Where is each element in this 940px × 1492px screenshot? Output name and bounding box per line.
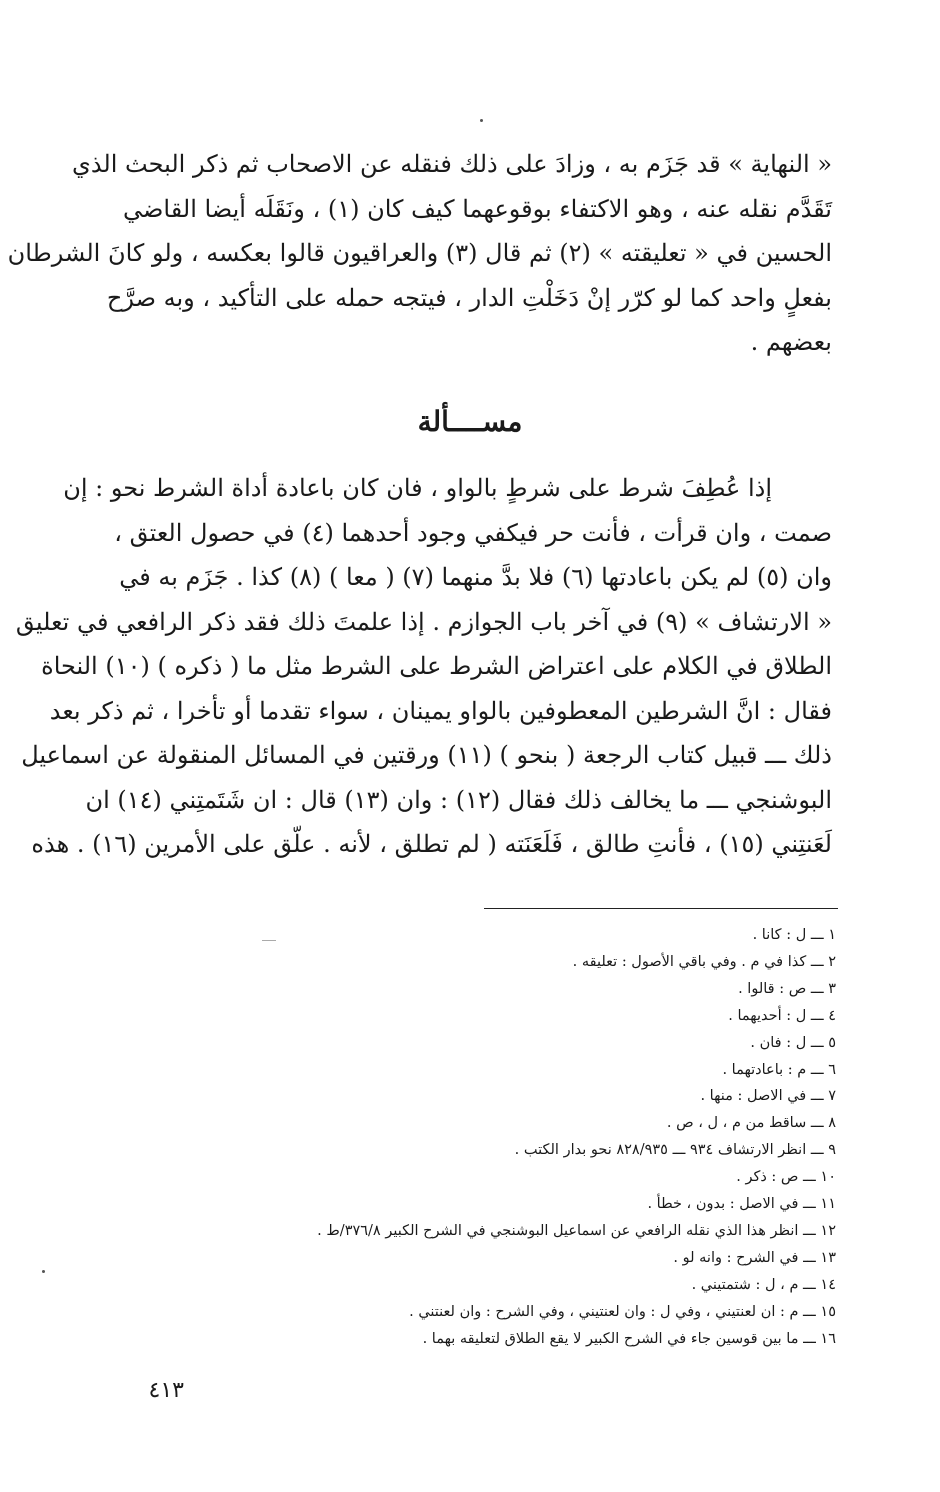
text-line: بعضهم . [750, 328, 832, 356]
text-line: « النهاية » قد جَزَم به ، وزادَ على ذلك فنقله عن الاصحاب ثم ذكر البحث الذي [72, 150, 832, 178]
footnote: ٨ ـــ ساقط من م ، ل ، ص . [666, 1115, 836, 1132]
text-line: بفعلٍ واحد كما لو كرّر إنْ دَخَلْتِ الدار ، فيتجه حمله على التأكيد ، وبه صرَّح [106, 283, 832, 312]
footnote-separator [484, 908, 838, 909]
text-line: ذلك ـــ قبيل كتاب الرجعة ( بنحو ) (١١) ورقتين في المسائل المنقولة عن اسماعيل [21, 741, 832, 769]
text-line: البوشنجي ـــ ما يخالف ذلك فقال (١٢) : وان (١٣) قال : ان شَتَمتِني (١٤) ان [85, 785, 832, 814]
footnotes-list [116, 922, 836, 1353]
text-line: تَقَدَّم نقله عنه ، وهو الاكتفاء بوقوعهما كيف كان (١) ، ونَقَلَه أيضا القاضي [123, 194, 832, 223]
footnote: ١٦ ـــ ما بين قوسين جاء في الشرح الكبير لا يقع الطلاق لتعليقه بهما . [422, 1330, 836, 1347]
footnote: ٧ ـــ في الاصل : منها . [700, 1088, 836, 1105]
footnote: ١٤ ـــ م ، ل : شتمتيني . [691, 1276, 836, 1293]
footnote: ٥ ـــ ل : فان . [750, 1034, 836, 1051]
text-line: « الارتشاف » (٩) في آخر باب الجوازم . إذا علمتَ ذلك فقد ذكر الرافعي في تعليق [15, 607, 832, 636]
footnote: ١ ـــ ل : كانا . [752, 927, 836, 943]
text-line: لَعَنتِني (١٥) ، فأنتِ طالق ، فَلَعَنَته ( لم تطلق ، لأنه . علّق على الأمرين (١٦) . هذه [31, 830, 832, 858]
paragraph-mas-ala [15, 466, 832, 867]
section-heading: مســــألة [417, 405, 523, 438]
footnote: ١٣ ـــ في الشرح : وانه لو . [673, 1249, 836, 1266]
footnote: ٦ ـــ م : باعادتهما . [722, 1061, 836, 1078]
text-line: صمت ، وان قرأت ، فأنت حر فيكفي وجود أحدهما (٤) في حصول العتق ، [114, 518, 832, 547]
footnote: ١٢ ـــ انظر هذا الذي نقله الرافعي عن اسماعيل البوشنجي في الشرح الكبير ٣٧٦/٨/ط . [317, 1222, 836, 1239]
text-line: وان (٥) لم يكن باعادتها (٦) فلا بدَّ منهما (٧) ( معا ) (٨) كذا . جَزَم به في [119, 563, 832, 591]
footnote: ٣ ـــ ص : قالوا . [738, 980, 836, 997]
footnote: ٩ ـــ انظر الارتشاف ٩٣٤ ـــ ٨٢٨/٩٣٥ نحو بدار الكتب . [514, 1142, 836, 1159]
text-line: إذا عُطِفَ شرط على شرطٍ بالواو ، فان كان باعادة أداة الشرط نحو : إن [63, 474, 772, 502]
text-line: الطلاق في الكلام على اعتراض الشرط على الشرط مثل ما ( ذكره ) (١٠) النحاة [41, 652, 832, 680]
footnote: ٢ ـــ كذا في م . وفي باقي الأصول : تعليقه . [572, 953, 836, 970]
scan-speck [480, 119, 483, 122]
text-line: فقال : انَّ الشرطين المعطوفين بالواو يمينان ، سواء تقدما أو تأخرا ، ثم ذكر بعد [49, 696, 832, 725]
page-number: ٤١٣ [148, 1378, 184, 1403]
scan-speck [42, 1270, 45, 1273]
footnote: ١٠ ـــ ص : ذكر . [736, 1169, 836, 1186]
footnote: ٤ ـــ ل : أحديهما . [728, 1007, 836, 1024]
paragraph-continuation [7, 142, 832, 365]
footnote: ١١ ـــ في الاصل : بدون ، خطأ . [647, 1196, 836, 1213]
footnote: ١٥ ـــ م : ان لعنتيني ، وفي ل : وان لعنتيني ، وفي الشرح : وان لعنتني . [409, 1303, 836, 1320]
text-line: الحسين في « تعليقته » (٢) ثم قال (٣) والعراقيون قالوا بعكسه ، ولو كانَ الشرطان [7, 239, 832, 267]
